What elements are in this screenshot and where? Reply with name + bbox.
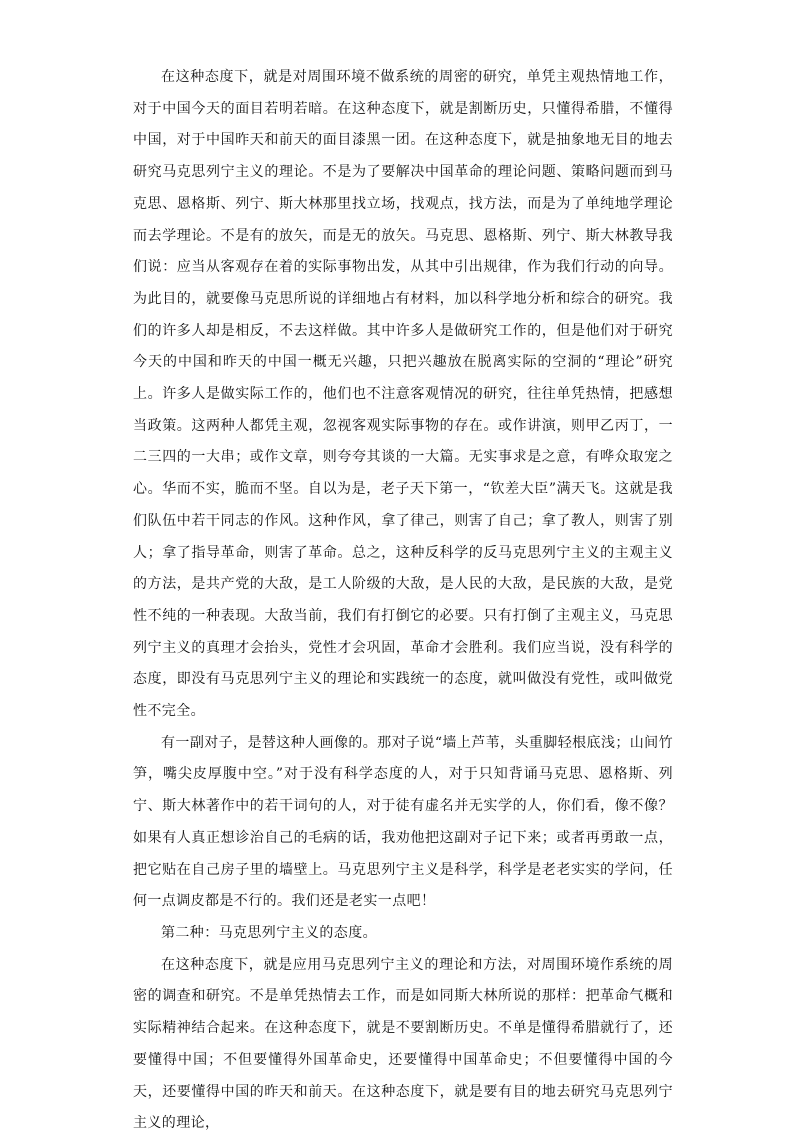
document-page <box>133 62 673 1140</box>
section-heading-second-attitude: 第二种：马克思列宁主义的态度。 <box>161 924 377 941</box>
paragraph-marxist-attitude: 在这种态度下，就是应用马克思列宁主义的理论和方法，对周围环境作系统的周密的调查和研究。不是单凭热情去工作，而是如同斯大林所说的那样：把革命气概和实际精神结合起来。在这种态度下，就是不要割断历史。不单是懂得希腊就行了，还要懂得中国；不但要懂得外国革命史，还要懂得中国革命史；不但要懂得中国的今天，还要懂得中国的昨天和前天。在这种态度下，就是要有目的地去研究马克思列宁主义的理论， <box>133 956 673 1132</box>
paragraph-subjectivist-attitude: 在这种态度下，就是对周围环境不做系统的周密的研究，单凭主观热情地工作，对于中国今天的面目若明若暗。在这种态度下，就是割断历史，只懂得希腊，不懂得中国，对于中国昨天和前天的面目漆黑一团。在这种态度下，就是抽象地无目的地去研究马克思列宁主义的理论。不是为了要解决中国革命的理论问题、策略问题而到马克思、恩格斯、列宁、斯大林那里找立场，找观点，找方法，而是为了单纯地学理论而去学理论。不是有的放矢，而是无的放矢。马克思、恩格斯、列宁、斯大林教导我们说：应当从客观存在着的实际事物出发，从其中引出规律，作为我们行动的向导。为此目的，就要像马克思所说的详细地占有材料，加以科学地分析和综合的研究。我们的许多人却是相反，不去这样做。其中许多人是做研究工作的，但是他们对于研究今天的中国和昨天的中国一概无兴趣，只把兴趣放在脱离实际的空洞的“理论”研究上。许多人是做实际工作的，他们也不注意客观情况的研究，往往单凭热情，把感想当政策。这两种人都凭主观，忽视客观实际事物的存在。或作讲演，则甲乙丙丁，一二三四的一大串；或作文章，则夸夸其谈的一大篇。无实事求是之意，有哗众取宠之心。华而不实，脆而不坚。自以为是，老子天下第一，“钦差大臣”满天飞。这就是我们队伍中若干同志的作风。这种作风，拿了律己，则害了自己；拿了教人，则害了别人；拿了指导革命，则害了革命。总之，这种反科学的反马克思列宁主义的主观主义的方法，是共产党的大敌，是工人阶级的大敌，是人民的大敌，是民族的大敌，是党性不纯的一种表现。大敌当前，我们有打倒它的必要。只有打倒了主观主义，马克思列宁主义的真理才会抬头，党性才会巩固，革命才会胜利。我们应当说，没有科学的态度，即没有马克思列宁主义的理论和实践统一的态度，就叫做没有党性，或叫做党性不完全。 <box>133 69 673 720</box>
paragraph-couplet: 有一副对子，是替这种人画像的。那对子说“墙上芦苇，头重脚轻根底浅；山间竹笋，嘴尖皮厚腹中空。”对于没有科学态度的人，对于只知背诵马克思、恩格斯、列宁、斯大林著作中的若干词句的人，对于徒有虚名并无实学的人，你们看，像不像？如果有人真正想诊治自己的毛病的话，我劝他把这副对子记下来；或者再勇敢一点，把它贴在自己房子里的墙壁上。马克思列宁主义是科学，科学是老老实实的学问，任何一点调皮都是不行的。我们还是老实一点吧！ <box>133 734 673 910</box>
